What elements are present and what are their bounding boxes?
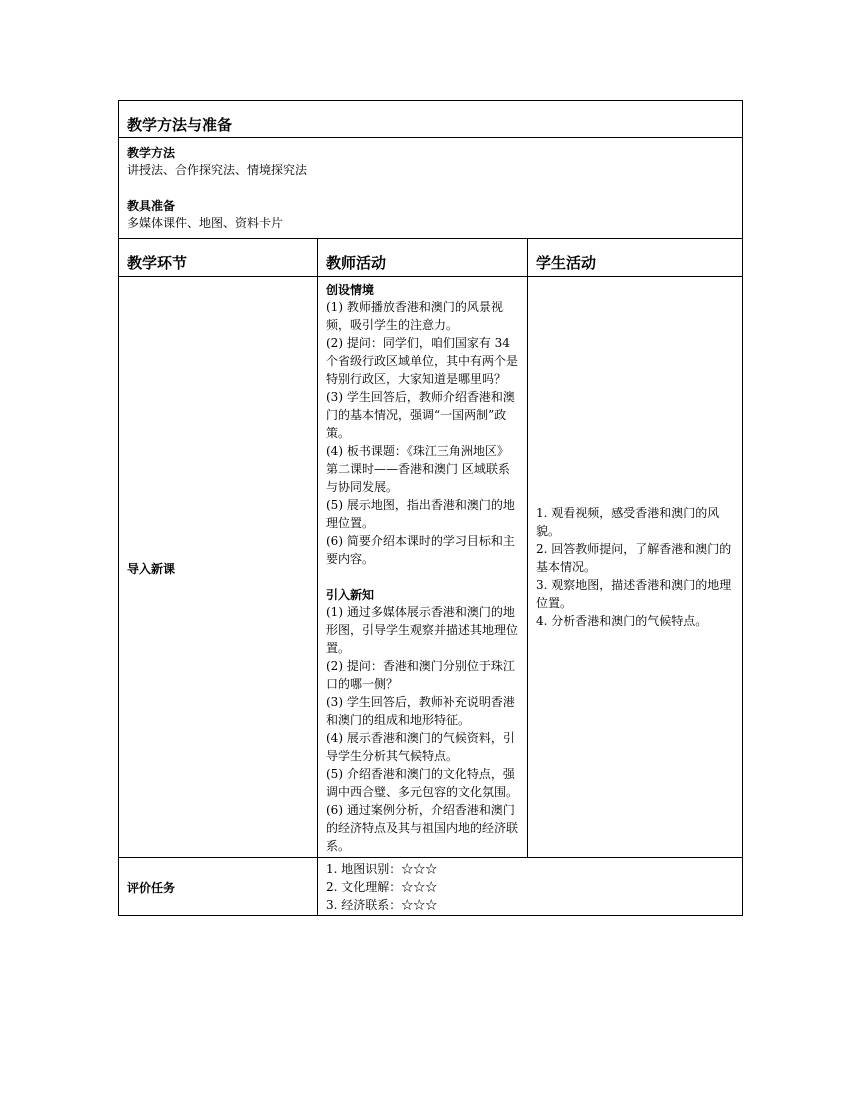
teacher-step: (5) 展示地图，指出香港和澳门的地理位置。 — [326, 498, 515, 530]
stage-cell-evaluation — [119, 858, 318, 916]
student-step: 1. 观看视频，感受香港和澳门的风貌。 — [536, 506, 720, 538]
teacher-step: (6) 通过案例分析，介绍香港和澳门的经济特点及其与祖国内地的经济联系。 — [326, 803, 519, 853]
column-header-stage: 教学环节 — [119, 239, 318, 277]
teacher-step: (6) 简要介绍本课时的学习目标和主要内容。 — [326, 534, 515, 566]
teacher-step: (4) 板书课题：《珠江三角洲地区》第二课时——香港和澳门 区域联系与协同发展。 — [326, 444, 510, 494]
evaluation-item: 2. 文化理解：☆☆☆ — [326, 880, 438, 894]
teacher-step: (2) 提问：同学们，咱们国家有 34 个省级行政区域单位，其中有两个是特别行政区，大家知道是哪里吗？ — [326, 336, 519, 386]
evaluation-item: 3. 经济联系：☆☆☆ — [326, 898, 438, 912]
section-title-cell — [119, 101, 743, 138]
evaluation-label: 评价任务 — [127, 881, 176, 895]
column-header-teacher: 教师活动 — [318, 239, 528, 277]
section-title: 教学方法与准备 — [127, 116, 233, 134]
teacher-step: (3) 学生回答后，教师补充说明香港和澳门的组成和地形特征。 — [326, 695, 515, 727]
preparation-cell — [119, 138, 743, 239]
student-step: 3. 观察地图，描述香港和澳门的地理位置。 — [536, 578, 732, 610]
teacher-step: (1) 教师播放香港和澳门的风景视频，吸引学生的注意力。 — [326, 300, 503, 332]
lesson-plan-table — [118, 100, 742, 916]
student-step: 4. 分析香港和澳门的气候特点。 — [536, 614, 708, 628]
stage-cell-lead-in — [119, 277, 318, 858]
methods-heading: 教学方法 — [127, 146, 176, 160]
tools-text: 多媒体课件、地图、资料卡片 — [127, 216, 284, 230]
part-title: 引入新知 — [326, 588, 375, 602]
tools-heading: 教具准备 — [127, 199, 176, 213]
student-step: 2. 回答教师提问，了解香港和澳门的基本情况。 — [536, 542, 732, 574]
teacher-activity-cell — [318, 277, 528, 858]
teacher-step: (4) 展示香港和澳门的气候资料，引导学生分析其气候特点。 — [326, 731, 515, 763]
student-activity-cell — [528, 277, 743, 858]
methods-text: 讲授法、合作探究法、情境探究法 — [127, 163, 308, 177]
evaluation-item: 1. 地图识别：☆☆☆ — [326, 862, 438, 876]
teacher-step: (1) 通过多媒体展示香港和澳门的地形图，引导学生观察并描述其地理位置。 — [326, 605, 519, 655]
teacher-step: (5) 介绍香港和澳门的文化特点，强调中西合璧、多元包容的文化氛围。 — [326, 767, 519, 799]
column-header-student: 学生活动 — [528, 239, 743, 277]
stage-label: 导入新课 — [127, 561, 176, 576]
teacher-step: (2) 提问：香港和澳门分别位于珠江口的哪一侧？ — [326, 659, 515, 691]
evaluation-items-cell — [318, 858, 743, 916]
part-title: 创设情境 — [326, 283, 375, 297]
teacher-step: (3) 学生回答后，教师介绍香港和澳门的基本情况，强调“一国两制”政策。 — [326, 390, 515, 440]
